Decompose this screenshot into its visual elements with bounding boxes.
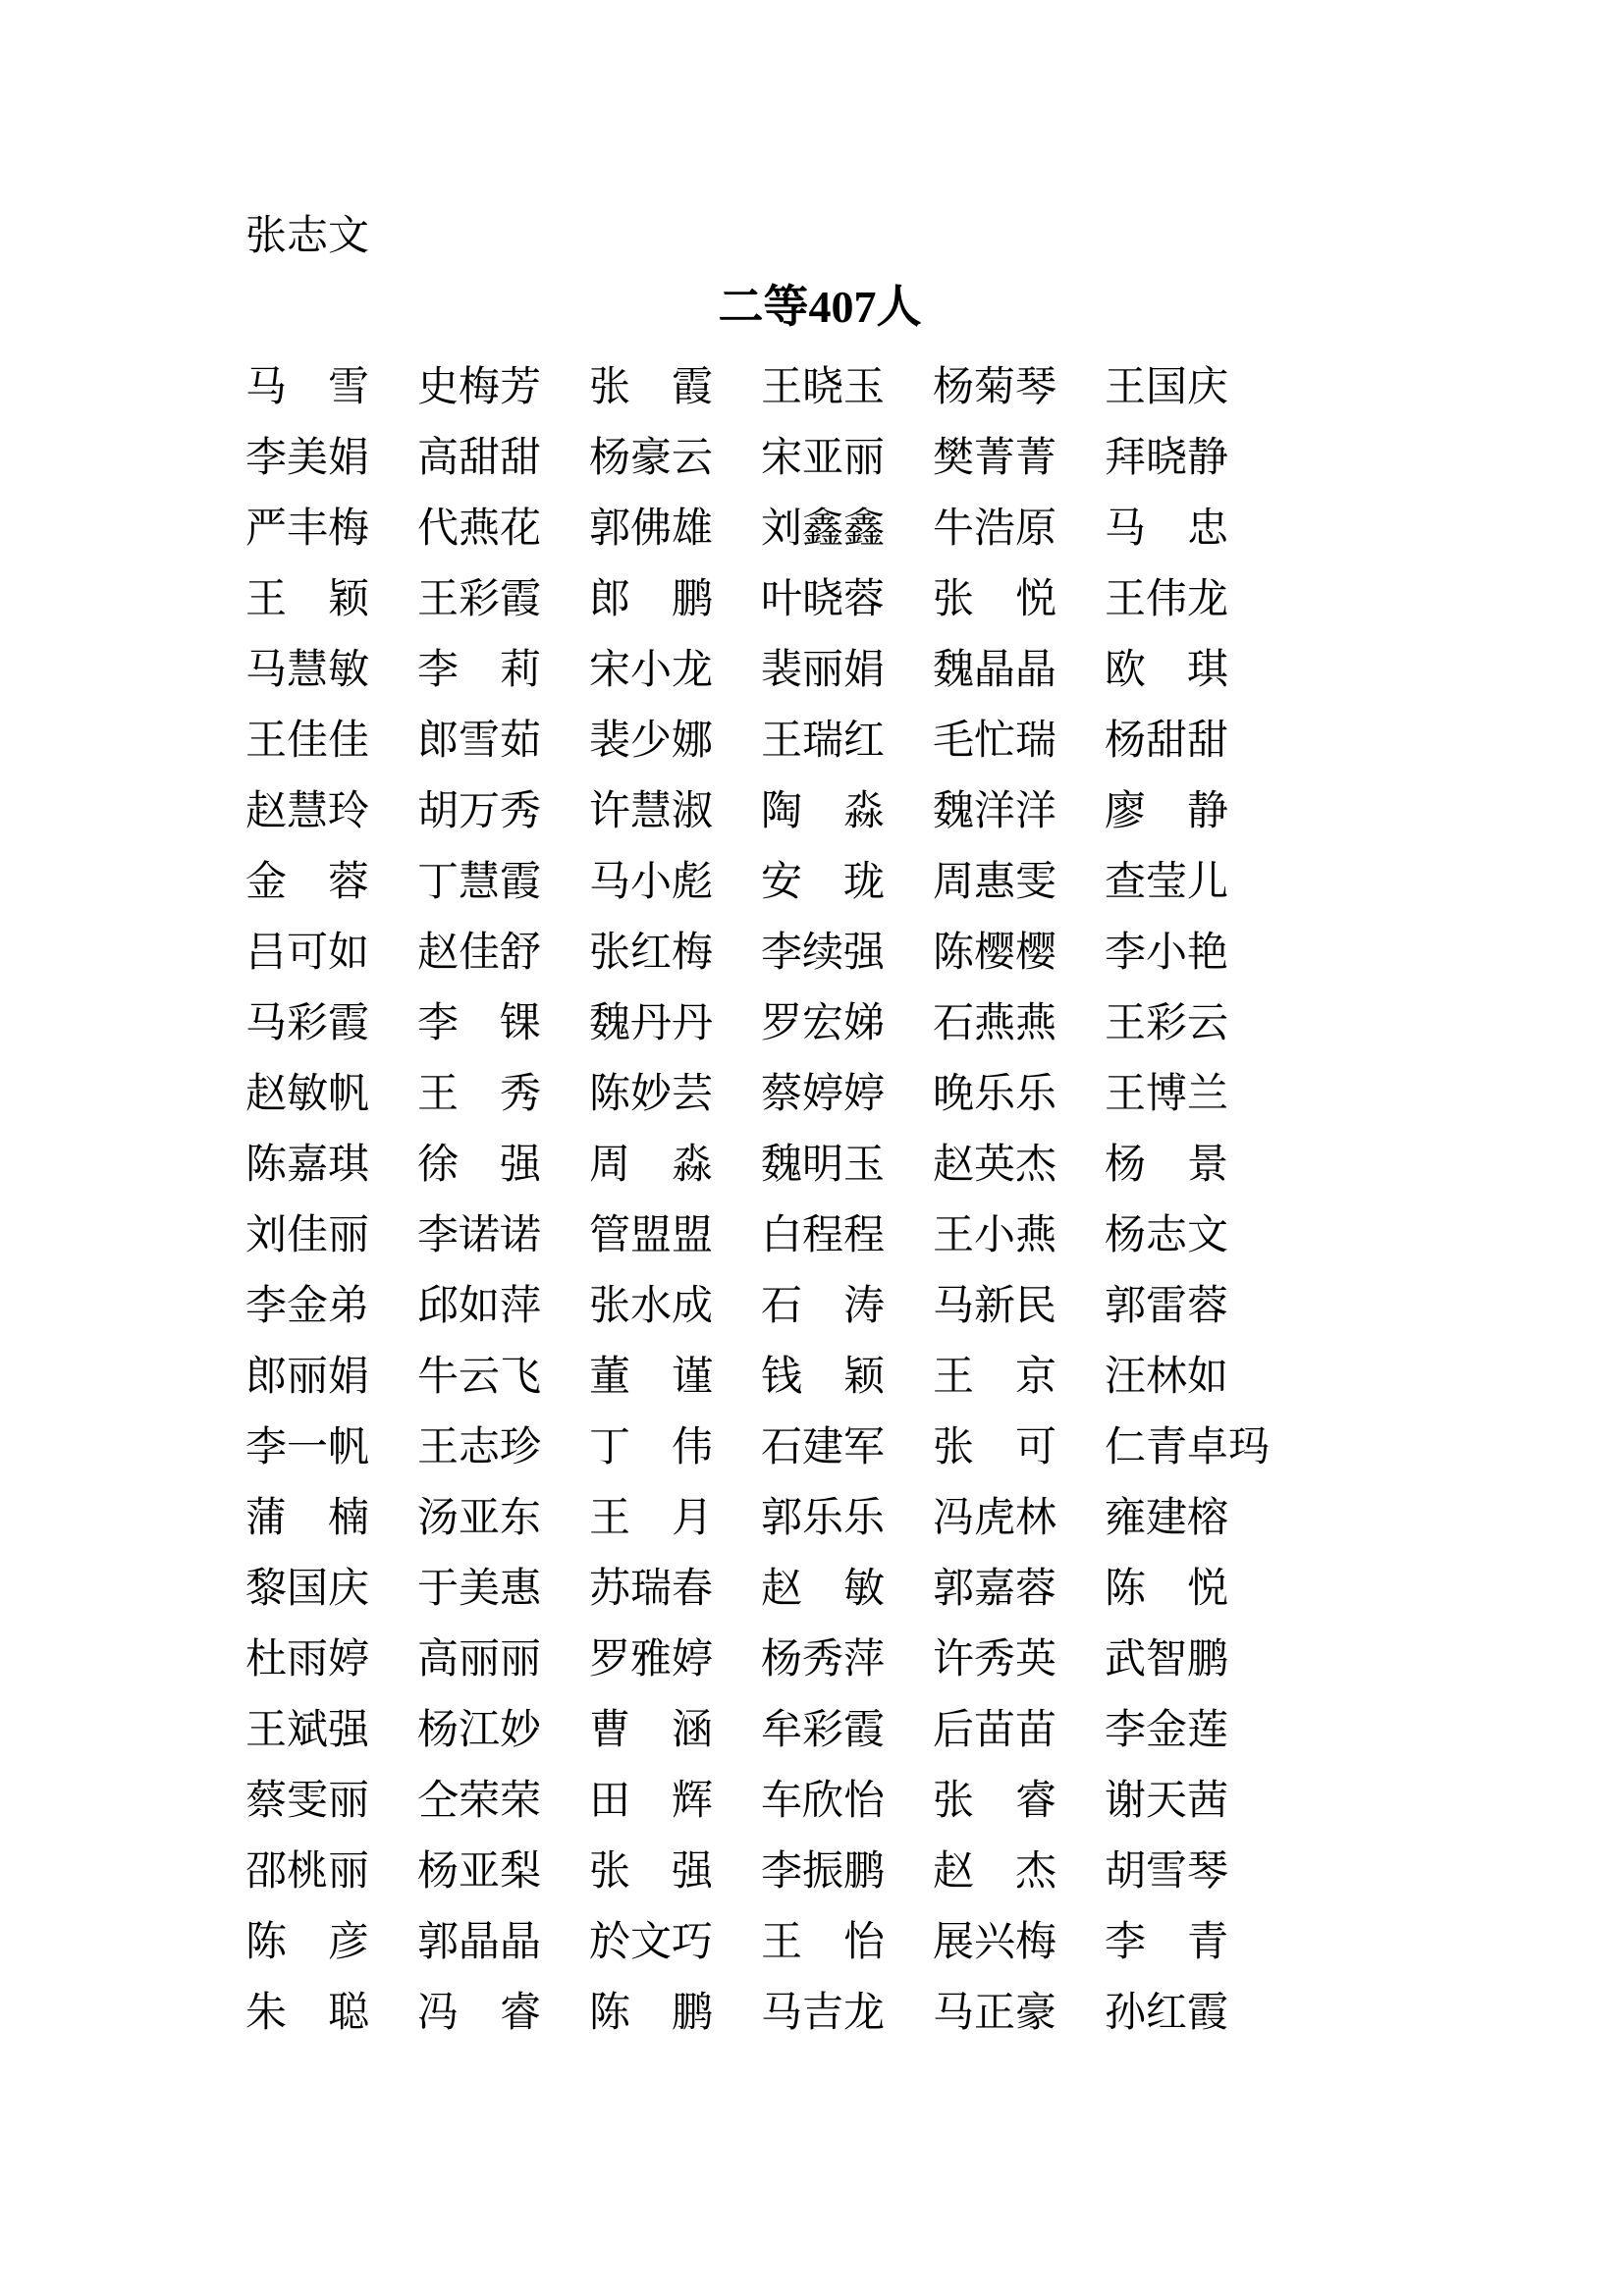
person-name: 杨甜甜	[1105, 719, 1229, 764]
person-name: 王佳佳	[245, 719, 370, 764]
person-name: 赵敏帆	[245, 1072, 370, 1117]
person-name: 牟彩霞	[761, 1708, 886, 1753]
person-name: 赵 杰	[933, 1849, 1057, 1895]
person-name: 谢天茜	[1105, 1779, 1229, 1824]
person-name: 石 涛	[761, 1284, 886, 1329]
person-name: 马慧敏	[245, 648, 370, 693]
person-name: 郭嘉蓉	[933, 1567, 1057, 1612]
person-name: 牛浩原	[933, 507, 1057, 552]
person-name: 陈妙芸	[589, 1072, 714, 1117]
person-name: 仁青卓玛	[1105, 1425, 1271, 1470]
person-name: 蔡婷婷	[761, 1072, 886, 1117]
person-name: 杨志文	[1105, 1213, 1229, 1258]
person-name: 王 秀	[417, 1072, 542, 1117]
person-name: 高甜甜	[417, 436, 542, 481]
person-name: 管盟盟	[589, 1213, 714, 1258]
person-name: 廖 静	[1105, 789, 1229, 834]
person-name: 郭晶晶	[417, 1920, 542, 1965]
person-name: 李 莉	[417, 648, 542, 693]
person-name: 宋亚丽	[761, 436, 886, 481]
person-name: 郭雷蓉	[1105, 1284, 1229, 1329]
leading-name-text: 张志文	[245, 214, 370, 259]
person-name: 仝荣荣	[417, 1779, 542, 1824]
person-name: 杨菊琴	[933, 365, 1057, 410]
person-name: 樊菁菁	[933, 436, 1057, 481]
person-name: 刘鑫鑫	[761, 507, 886, 552]
person-name: 拜晓静	[1105, 436, 1229, 481]
person-name: 吕可如	[245, 931, 370, 976]
person-name: 查莹儿	[1105, 860, 1229, 905]
person-name: 王 颖	[245, 577, 370, 622]
person-name: 魏明玉	[761, 1143, 886, 1188]
person-name: 陈 悦	[1105, 1567, 1229, 1612]
person-name: 冯 睿	[417, 1991, 542, 2036]
person-name: 王瑞红	[761, 719, 886, 764]
person-name: 邵桃丽	[245, 1849, 370, 1895]
person-name: 李续强	[761, 931, 886, 976]
person-name: 郎雪茹	[417, 719, 542, 764]
person-name: 王 京	[933, 1355, 1057, 1400]
person-name: 张 睿	[933, 1779, 1057, 1824]
person-name: 赵英杰	[933, 1143, 1057, 1188]
person-name: 杜雨婷	[245, 1637, 370, 1682]
person-name: 丁 伟	[589, 1425, 714, 1470]
person-name: 于美惠	[417, 1567, 542, 1612]
person-name: 魏丹丹	[589, 1001, 714, 1046]
person-name: 马 忠	[1105, 507, 1229, 552]
person-name: 黎国庆	[245, 1567, 370, 1612]
person-name: 蔡雯丽	[245, 1779, 370, 1824]
person-name: 丁慧霞	[417, 860, 542, 905]
person-name: 王彩云	[1105, 1001, 1229, 1046]
person-name: 罗宏娣	[761, 1001, 886, 1046]
person-name: 马吉龙	[761, 1991, 886, 2036]
person-name: 宋小龙	[589, 648, 714, 693]
person-name: 王彩霞	[417, 577, 542, 622]
person-name: 苏瑞春	[589, 1567, 714, 1612]
person-name: 魏洋洋	[933, 789, 1057, 834]
person-name: 王伟龙	[1105, 577, 1229, 622]
person-name: 李金弟	[245, 1284, 370, 1329]
person-name: 代燕花	[417, 507, 542, 552]
person-name: 王志珍	[417, 1425, 542, 1470]
person-name: 张 霞	[589, 365, 714, 410]
person-name: 许秀英	[933, 1637, 1057, 1682]
person-name: 蒲 楠	[245, 1496, 370, 1541]
person-name: 张 可	[933, 1425, 1057, 1470]
section-heading: 二等407人	[718, 282, 922, 332]
person-name: 郭乐乐	[761, 1496, 886, 1541]
person-name: 赵 敏	[761, 1567, 886, 1612]
person-name: 李诺诺	[417, 1213, 542, 1258]
person-name: 孙红霞	[1105, 1991, 1229, 2036]
person-name: 王国庆	[1105, 365, 1229, 410]
person-name: 马小彪	[589, 860, 714, 905]
person-name: 赵佳舒	[417, 931, 542, 976]
person-name: 陈嘉琪	[245, 1143, 370, 1188]
person-name: 李小艳	[1105, 931, 1229, 976]
person-name: 周 淼	[589, 1143, 714, 1188]
person-name: 晚乐乐	[933, 1072, 1057, 1117]
person-name: 史梅芳	[417, 365, 542, 410]
person-name: 杨 景	[1105, 1143, 1229, 1188]
person-name: 周惠雯	[933, 860, 1057, 905]
person-name: 罗雅婷	[589, 1637, 714, 1682]
person-name: 马新民	[933, 1284, 1057, 1329]
person-name: 叶晓蓉	[761, 577, 886, 622]
person-name: 金 蓉	[245, 860, 370, 905]
person-name: 赵慧玲	[245, 789, 370, 834]
person-name: 於文巧	[589, 1920, 714, 1965]
person-name: 邱如萍	[417, 1284, 542, 1329]
person-name: 裴丽娟	[761, 648, 886, 693]
person-name: 武智鹏	[1105, 1637, 1229, 1682]
person-name: 张 强	[589, 1849, 714, 1895]
person-name: 魏晶晶	[933, 648, 1057, 693]
person-name: 陶 淼	[761, 789, 886, 834]
person-name: 徐 强	[417, 1143, 542, 1188]
person-name: 白程程	[761, 1213, 886, 1258]
person-name: 陈 鹏	[589, 1991, 714, 2036]
person-name: 张水成	[589, 1284, 714, 1329]
person-name: 后苗苗	[933, 1708, 1057, 1753]
person-name: 朱 聪	[245, 1991, 370, 2036]
person-name: 杨亚梨	[417, 1849, 542, 1895]
person-name: 汤亚东	[417, 1496, 542, 1541]
person-name: 杨秀萍	[761, 1637, 886, 1682]
person-name: 杨江妙	[417, 1708, 542, 1753]
person-name: 李一帆	[245, 1425, 370, 1470]
person-name: 高丽丽	[417, 1637, 542, 1682]
person-name: 李振鹏	[761, 1849, 886, 1895]
person-name: 郎丽娟	[245, 1355, 370, 1400]
person-name: 王 怡	[761, 1920, 886, 1965]
person-name: 欧 琪	[1105, 648, 1229, 693]
person-name: 陈 彦	[245, 1920, 370, 1965]
person-name: 李金莲	[1105, 1708, 1229, 1753]
person-name: 展兴梅	[933, 1920, 1057, 1965]
person-name: 马正豪	[933, 1991, 1057, 2036]
names-grid	[245, 352, 1394, 2049]
person-name: 冯虎林	[933, 1496, 1057, 1541]
person-name: 车欣怡	[761, 1779, 886, 1824]
person-name: 钱 颖	[761, 1355, 886, 1400]
person-name: 裴少娜	[589, 719, 714, 764]
person-name: 马 雪	[245, 365, 370, 410]
person-name: 王晓玉	[761, 365, 886, 410]
person-name: 刘佳丽	[245, 1213, 370, 1258]
person-name: 王小燕	[933, 1213, 1057, 1258]
document-content	[245, 201, 1394, 2049]
person-name: 陈樱樱	[933, 931, 1057, 976]
person-name: 王斌强	[245, 1708, 370, 1753]
person-name: 胡雪琴	[1105, 1849, 1229, 1895]
person-name: 胡万秀	[417, 789, 542, 834]
person-name: 李 青	[1105, 1920, 1229, 1965]
person-name: 李 锞	[417, 1001, 542, 1046]
person-name: 董 谨	[589, 1355, 714, 1400]
person-name: 石燕燕	[933, 1001, 1057, 1046]
person-name: 张 悦	[933, 577, 1057, 622]
person-name: 郭佛雄	[589, 507, 714, 552]
person-name: 马彩霞	[245, 1001, 370, 1046]
person-name: 汪林如	[1105, 1355, 1229, 1400]
person-name: 郎 鹏	[589, 577, 714, 622]
person-name: 石建军	[761, 1425, 886, 1470]
person-name: 曹 涵	[589, 1708, 714, 1753]
person-name: 严丰梅	[245, 507, 370, 552]
person-name: 李美娟	[245, 436, 370, 481]
person-name: 安 珑	[761, 860, 886, 905]
person-name: 王博兰	[1105, 1072, 1229, 1117]
person-name: 许慧淑	[589, 789, 714, 834]
person-name: 雍建榕	[1105, 1496, 1229, 1541]
person-name: 田 辉	[589, 1779, 714, 1824]
person-name: 杨豪云	[589, 436, 714, 481]
person-name: 牛云飞	[417, 1355, 542, 1400]
person-name: 王 月	[589, 1496, 714, 1541]
person-name: 毛忙瑞	[933, 719, 1057, 764]
person-name: 张红梅	[589, 931, 714, 976]
